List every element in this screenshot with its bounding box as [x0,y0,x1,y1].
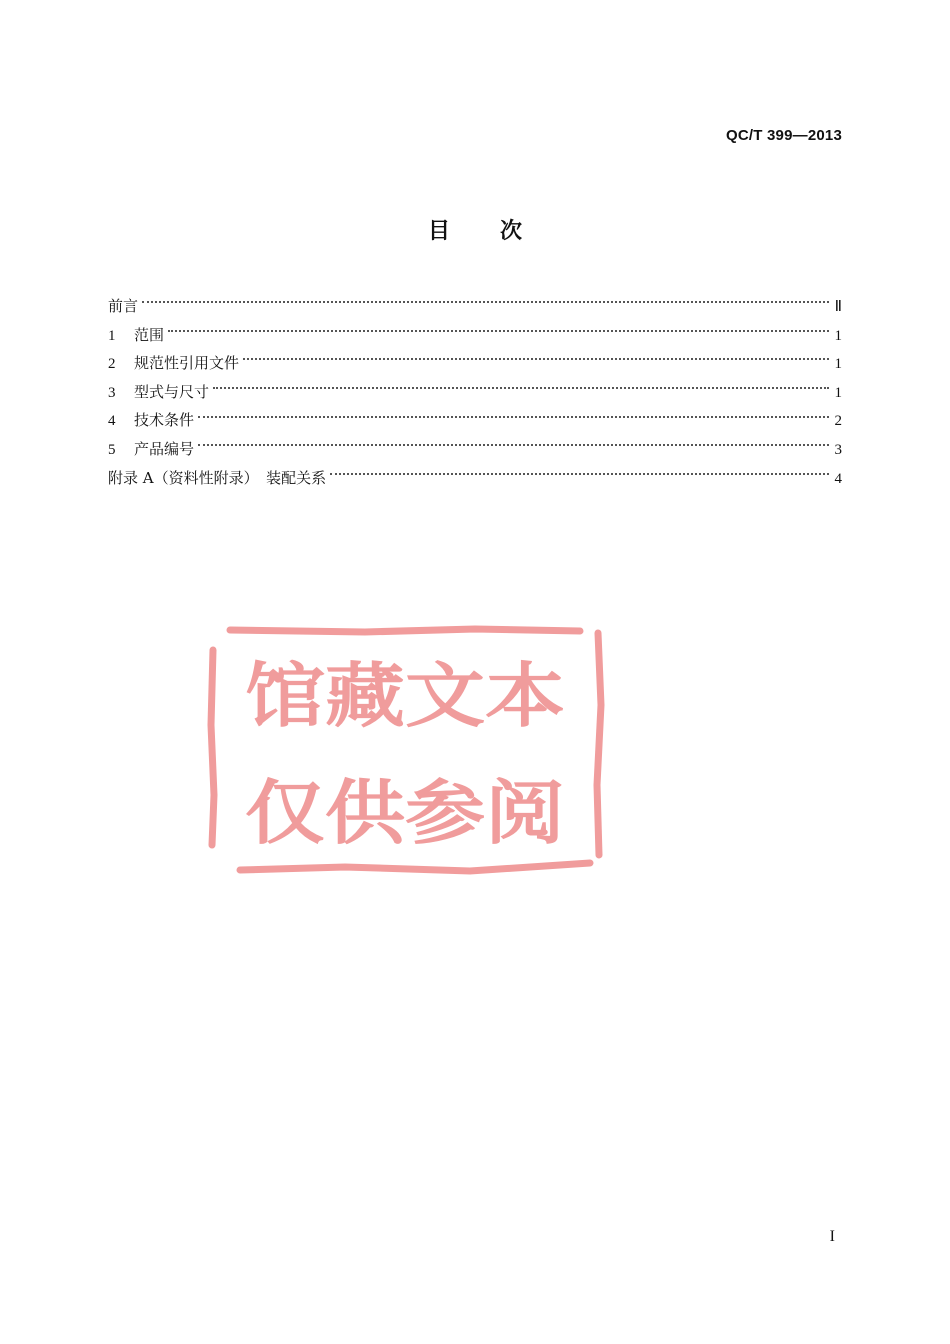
toc-entry-number: 4 [108,413,116,430]
toc-entry-types-dimensions[interactable] [108,378,842,407]
toc-leader-dots [168,330,828,332]
toc-entry-technical-conditions[interactable] [108,406,842,435]
toc-entry-label: 产品编号 [134,439,195,458]
toc-title-char-2: 次 [500,219,523,244]
page-number: I [829,1228,835,1245]
library-stamp [205,625,605,875]
toc-leader-dots [330,473,828,475]
toc-entry-foreword[interactable] [108,292,842,321]
toc-entry-label: 规范性引用文件 [134,354,240,373]
toc-entry-label: 型式与尺寸 [134,382,210,401]
toc-entry-normative-references[interactable] [108,349,842,378]
toc-entry-page: Ⅱ [834,299,842,315]
toc-entry-product-numbering[interactable] [108,435,842,464]
toc-entry-scope[interactable] [108,321,842,350]
toc-leader-dots [198,416,828,418]
toc-entry-number: 3 [108,384,116,401]
toc-entry-number: 2 [108,356,116,373]
stamp-line-1: 馆藏文本 [245,655,565,737]
toc-entry-page: 4 [834,470,842,487]
toc-title [0,214,950,245]
toc-leader-dots [243,358,828,360]
toc-entry-label: 附录 A（资料性附录） 装配关系 [108,468,327,487]
stamp-border-top [230,629,580,632]
toc-list [108,292,842,492]
toc-leader-dots [213,387,828,389]
toc-title-char-1: 目 [427,219,450,244]
standard-code: QC/T 399—2013 [726,127,842,144]
toc-entry-label: 前言 [108,297,139,315]
stamp-border-bottom [240,863,590,871]
stamp-line-2: 仅供参阅 [245,772,565,854]
stamp-border-left [211,650,214,845]
toc-entry-appendix-a[interactable] [108,464,842,493]
toc-entry-number: 1 [108,327,116,344]
toc-entry-page: 2 [834,413,842,430]
toc-entry-label: 范围 [134,325,165,344]
toc-leader-dots [198,444,828,446]
toc-leader-dots [142,301,829,303]
toc-entry-number: 5 [108,441,116,458]
toc-entry-page: 1 [834,356,842,373]
toc-entry-label: 技术条件 [134,411,195,430]
toc-entry-page: 1 [834,384,842,401]
toc-entry-page: 3 [834,441,842,458]
toc-entry-page: 1 [834,327,842,344]
stamp-border-right [597,633,601,855]
